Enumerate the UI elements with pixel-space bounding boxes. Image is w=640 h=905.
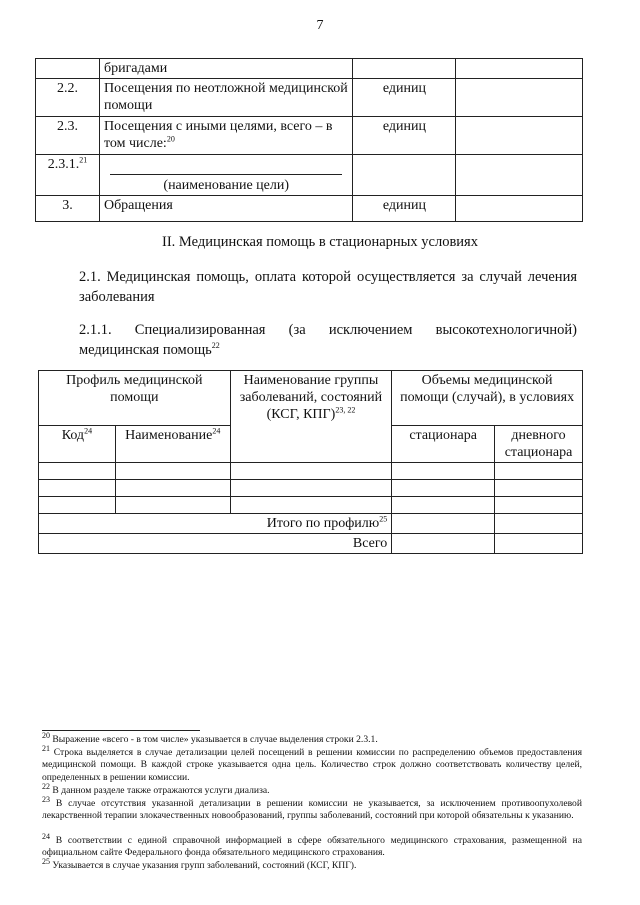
total-profile-row: [39, 514, 583, 534]
row-text-cell: [99, 117, 353, 155]
footnote-ref: 22: [211, 341, 220, 351]
footnote-text: Указывается в случае указания групп заболеваний, состояний (КСГ, КПГ).: [52, 860, 357, 871]
footnote-24: [42, 831, 582, 860]
header-group-cell: [230, 371, 392, 463]
row-text: бригадами: [99, 59, 353, 79]
row-number: [36, 59, 100, 79]
section-heading: II. Медицинская помощь в стационарных условиях: [162, 234, 478, 250]
row-number: 3.: [36, 196, 100, 222]
footnote-number: 23: [42, 794, 50, 804]
footnote-text: В случае отсутствия указанной детализации в решении комиссии не указывается, за исключением противоопухолевой лекарственной терапии злокачественных новообразований, группы заболеваний, состояний при которой обязательны к указанию.: [42, 798, 582, 822]
table-row: [39, 463, 583, 480]
row-unit: [353, 59, 456, 79]
paragraph-text-cell: [42, 320, 577, 360]
table-row: [36, 79, 583, 117]
footnote-number: 20: [42, 730, 50, 740]
paragraph-text: 2.1.1. Специализированная (за исключением высокотехнологичной) медицинская помощь: [79, 322, 577, 358]
row-value: [456, 117, 583, 155]
row-unit: единиц: [353, 117, 456, 155]
header-stationary: стационара: [392, 426, 495, 463]
paragraph-2-1: [42, 267, 577, 307]
hospital-volumes-table: [38, 370, 583, 554]
footnote-ref: 20: [166, 134, 175, 144]
row-number: 2.2.: [36, 79, 100, 117]
header-profile: Профиль медицинской помощи: [39, 371, 231, 426]
header-row: [39, 371, 583, 426]
header-name: Наименование: [125, 428, 213, 443]
row-text: (наименование цели): [163, 178, 290, 193]
table-row: [36, 196, 583, 222]
footnote-text: Строка выделяется в случае детализации целей посещений в решении комиссии по распределению объемов предоставления медицинской помощи. В каждой строке указывается одна цель. Количество строк должно соответствовать количеству целей, определенных в решении комиссии.: [42, 747, 582, 783]
row-unit: [353, 155, 456, 196]
table-row: [36, 155, 583, 196]
table-row: [36, 117, 583, 155]
total-profile-label: Итого по профилю: [266, 516, 380, 531]
page-number: 7: [316, 18, 324, 33]
row-text: Посещения по неотложной медицинской помощи: [99, 79, 353, 117]
footnote-text: В данном разделе также отражаются услуги диализа.: [52, 785, 270, 796]
total-row: [39, 534, 583, 554]
paragraph-2-1-1: [42, 320, 577, 360]
footnote-text: В соответствии с единой справочной информацией в сфере обязательного медицинского страхования, размещенной на официальном сайте Федерального фонда обязательного медицинского страхования.: [42, 835, 582, 859]
table-row: [39, 480, 583, 497]
footnote-ref: 24: [84, 426, 93, 436]
total-profile-cell: [39, 514, 392, 534]
footnote-number: 25: [42, 856, 50, 866]
header-code-cell: [39, 426, 116, 463]
row-number: 2.3.1.: [47, 157, 80, 172]
footnote-number: 22: [42, 781, 50, 791]
row-unit: единиц: [353, 79, 456, 117]
footnote-number: 24: [42, 831, 50, 841]
footnote-ref: 24: [212, 426, 221, 436]
header-day-stationary: дневного стационара: [495, 426, 583, 463]
footnote-ref: 21: [79, 155, 88, 165]
footnote-divider: [42, 730, 200, 731]
paragraph-text: 2.1. Медицинская помощь, оплата которой осуществляется за случай лечения заболевания: [79, 269, 577, 305]
header-volumes: Объемы медицинской помощи (случай), в условиях: [392, 371, 583, 426]
header-code: Код: [61, 428, 85, 443]
row-number: 2.3.: [36, 117, 100, 155]
footnote-number: 21: [42, 743, 50, 753]
row-value: [456, 59, 583, 79]
footnote-text: Выражение «всего - в том числе» указывается в случае выделения строки 2.3.1.: [52, 734, 378, 745]
footnote-23: [42, 794, 582, 823]
total-all-label: Всего: [39, 534, 392, 554]
footnote-25: [42, 856, 582, 872]
row-text: Обращения: [99, 196, 353, 222]
footnote-ref: 25: [379, 514, 388, 524]
header-name-cell: [115, 426, 230, 463]
row-value: [456, 79, 583, 117]
row-unit: единиц: [353, 196, 456, 222]
footnote-21: [42, 743, 582, 784]
row-value: [456, 196, 583, 222]
row-text-cell: [99, 155, 353, 196]
row-number-cell: [36, 155, 100, 196]
header-group: Наименование группы заболеваний, состояний (КСГ, КПГ): [239, 373, 383, 422]
footnote-20: [42, 730, 582, 746]
row-value: [456, 155, 583, 196]
footnote-ref: 23, 22: [335, 405, 356, 415]
volumes-table: [35, 58, 583, 222]
table-row: [39, 497, 583, 514]
row-text: Посещения с иными целями, всего – в том числе:: [103, 119, 333, 151]
fill-line: [110, 156, 343, 175]
footnote-22: [42, 781, 582, 797]
table-row: [36, 59, 583, 79]
